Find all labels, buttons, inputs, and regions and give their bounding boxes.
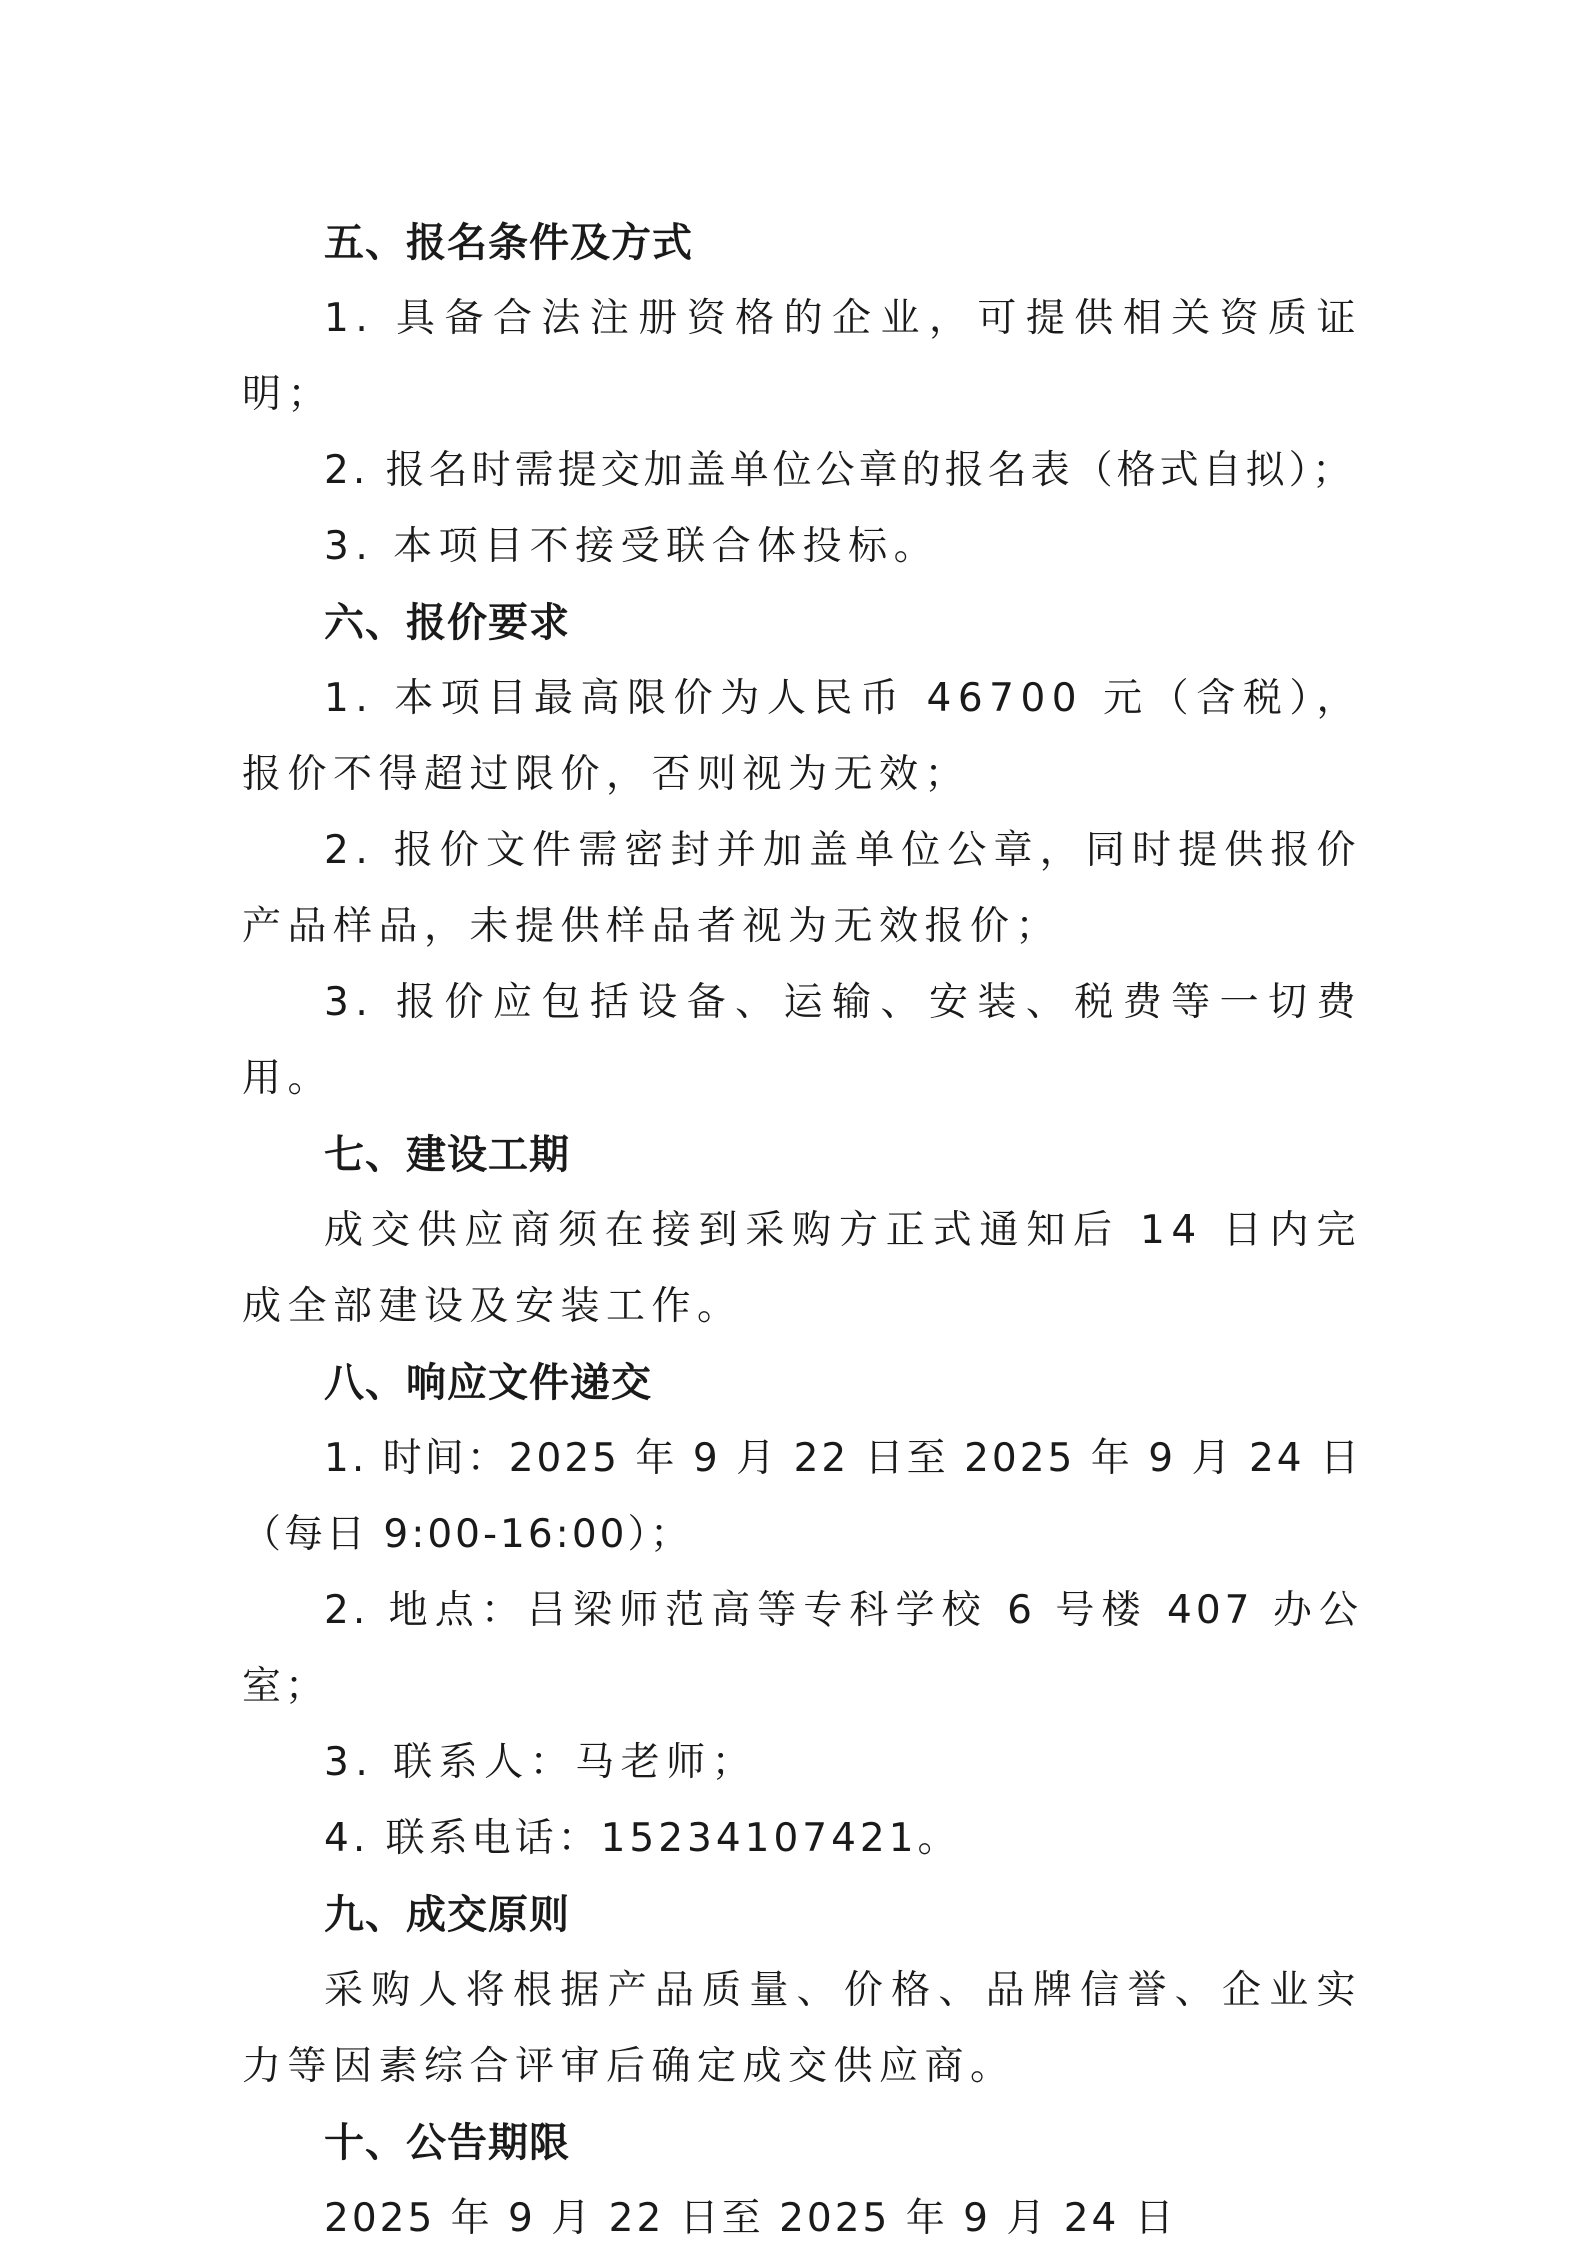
section-award-principle	[242, 1877, 1362, 2105]
section-heading: 九、成交原则	[324, 1892, 570, 1938]
section-notice-period	[242, 2105, 1362, 2257]
section-heading: 七、建设工期	[324, 1132, 570, 1178]
paragraph: 2025 年 9 月 22 日至 2025 年 9 月 24 日	[324, 2196, 1177, 2241]
paragraph: 2. 报价文件需密封并加盖单位公章，同时提供报价产品样品，未提供样品者视为无效报价；	[242, 828, 1362, 949]
section-heading: 五、报名条件及方式	[324, 220, 693, 266]
paragraph: 2. 地点：吕梁师范高等专科学校 6 号楼 407 办公室；	[242, 1588, 1362, 1709]
section-heading: 六、报价要求	[324, 600, 570, 646]
section-heading: 八、响应文件递交	[324, 1360, 652, 1406]
paragraph: 采购人将根据产品质量、价格、品牌信誉、企业实力等因素综合评审后确定成交供应商。	[242, 1968, 1362, 2089]
section-registration	[242, 205, 1362, 585]
paragraph: 4. 联系电话：15234107421。	[324, 1816, 961, 1861]
section-heading: 十、公告期限	[324, 2120, 570, 2166]
paragraph: 3. 本项目不接受联合体投标。	[324, 524, 940, 569]
paragraph: 1. 时间：2025 年 9 月 22 日至 2025 年 9 月 24 日（每日 9:00-16:00）；	[242, 1436, 1362, 1557]
paragraph: 成交供应商须在接到采购方正式通知后 14 日内完成全部建设及安装工作。	[242, 1208, 1362, 1329]
paragraph: 1. 本项目最高限价为人民币 46700 元（含税），报价不得超过限价，否则视为无效；	[242, 676, 1362, 797]
paragraph: 3. 报价应包括设备、运输、安装、税费等一切费用。	[242, 980, 1362, 1101]
paragraph: 1. 具备合法注册资格的企业，可提供相关资质证明；	[242, 296, 1362, 417]
section-construction-period	[242, 1117, 1362, 1345]
section-quotation	[242, 585, 1362, 1117]
paragraph: 3. 联系人：马老师；	[324, 1740, 758, 1785]
paragraph: 2. 报名时需提交加盖单位公章的报名表（格式自拟）；	[324, 448, 1356, 493]
document-body	[242, 205, 1362, 2257]
section-submission	[242, 1345, 1362, 1877]
